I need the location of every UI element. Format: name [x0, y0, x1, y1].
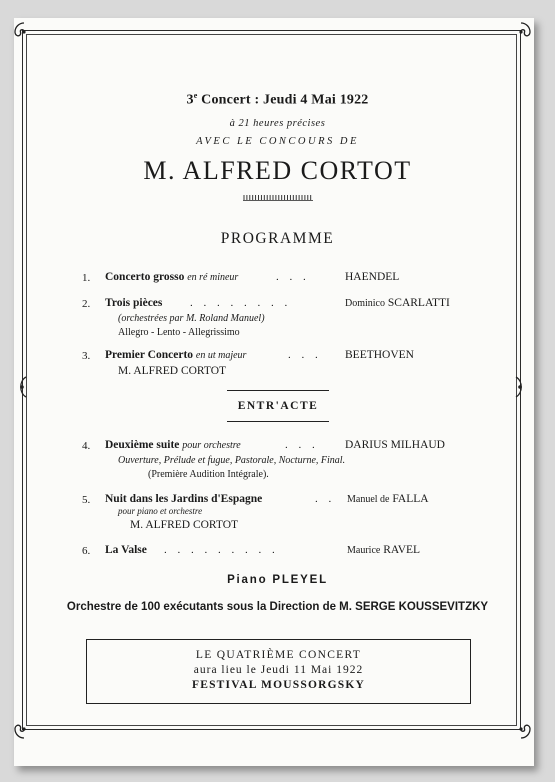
corner-ornament-icon	[13, 21, 35, 43]
piano-credit: Piano PLEYEL	[227, 574, 328, 586]
concert-number-suffix: e	[193, 91, 198, 100]
notice-date: aura lieu le Jeudi 11 Mai 1922	[193, 664, 364, 676]
item-soloist: M. ALFRED CORTOT	[118, 365, 227, 377]
soloist-title: M. ALFRED CORTOT	[143, 156, 412, 185]
composer-name	[345, 297, 450, 309]
decorative-rule	[0, 195, 555, 201]
composer-name: DARIUS MILHAUD	[345, 439, 445, 451]
concert-date: Concert : Jeudi 4 Mai 1922	[201, 92, 369, 108]
corner-ornament-icon	[13, 718, 35, 740]
next-concert-notice	[86, 639, 471, 704]
leader-dots: . . . . . . . . .	[164, 544, 279, 556]
corner-ornament-icon	[510, 718, 532, 740]
work-key: en ré mineur	[187, 272, 239, 283]
composer-first-name: Manuel de	[347, 494, 390, 505]
composer-name: HAENDEL	[345, 271, 400, 283]
concours-line: AVEC LE CONCOURS DE	[196, 136, 359, 147]
leader-dots: . . .	[276, 271, 310, 283]
item-number: 1.	[82, 272, 91, 284]
notice-title: LE QUATRIÈME CONCERT	[195, 649, 362, 661]
work-title: Premier Concerto	[105, 349, 194, 361]
concert-date-line	[0, 91, 555, 109]
work-key: pour orchestre	[182, 440, 241, 451]
entracte-label: ENTR'ACTE	[227, 390, 329, 422]
item-number: 6.	[82, 545, 91, 557]
premiere-note: (Première Audition Intégrale).	[148, 469, 269, 480]
composer-last-name: FALLA	[392, 493, 429, 505]
corner-ornament-icon	[510, 21, 532, 43]
composer-name	[347, 544, 420, 556]
work-title: Trois pièces	[105, 297, 163, 309]
movements: Allegro - Lento - Allegrissimo	[118, 327, 240, 338]
work-key: en ut majeur	[195, 350, 247, 361]
item-number: 4.	[82, 440, 91, 452]
item-work	[105, 439, 241, 451]
leader-dots: . .	[315, 493, 336, 505]
composer-last-name: RAVEL	[383, 544, 421, 556]
side-ornament-icon	[16, 375, 28, 399]
item-soloist: M. ALFRED CORTOT	[130, 519, 239, 531]
concert-time: à 21 heures précises	[229, 118, 326, 129]
work-title: Deuxième suite	[105, 439, 180, 451]
leader-dots: . . .	[288, 349, 322, 361]
leader-dots: . . . . . . . .	[190, 297, 292, 309]
work-title: Concerto grosso	[105, 271, 185, 283]
composer-last-name: SCARLATTI	[387, 297, 450, 309]
side-ornament-icon	[514, 375, 526, 399]
work-title: Nuit dans les Jardins d'Espagne	[105, 493, 263, 505]
item-number: 3.	[82, 350, 91, 362]
item-work	[105, 271, 238, 283]
movements: Ouverture, Prélude et fugue, Pastorale, Nocturne, Final.	[118, 455, 346, 466]
concert-number: 3	[186, 92, 194, 108]
item-number: 5.	[82, 494, 91, 506]
leader-dots: . . .	[285, 439, 319, 451]
notice-festival: FESTIVAL MOUSSORGSKY	[191, 679, 365, 691]
composer-first-name: Maurice	[347, 545, 381, 556]
composer-name	[347, 493, 429, 505]
orchestra-credit: Orchestre de 100 exécutants sous la Direction de M. SERGE KOUSSEVITZKY	[66, 601, 489, 613]
composer-first-name: Dominico	[345, 298, 385, 309]
item-work	[105, 349, 246, 361]
item-number: 2.	[82, 298, 91, 310]
composer-name: BEETHOVEN	[345, 349, 414, 361]
arranger-note: (orchestrées par M. Roland Manuel)	[118, 313, 265, 324]
instrumentation-note: pour piano et orchestre	[118, 506, 203, 516]
programme-heading: PROGRAMME	[220, 230, 335, 247]
work-title: La Valse	[105, 544, 147, 556]
